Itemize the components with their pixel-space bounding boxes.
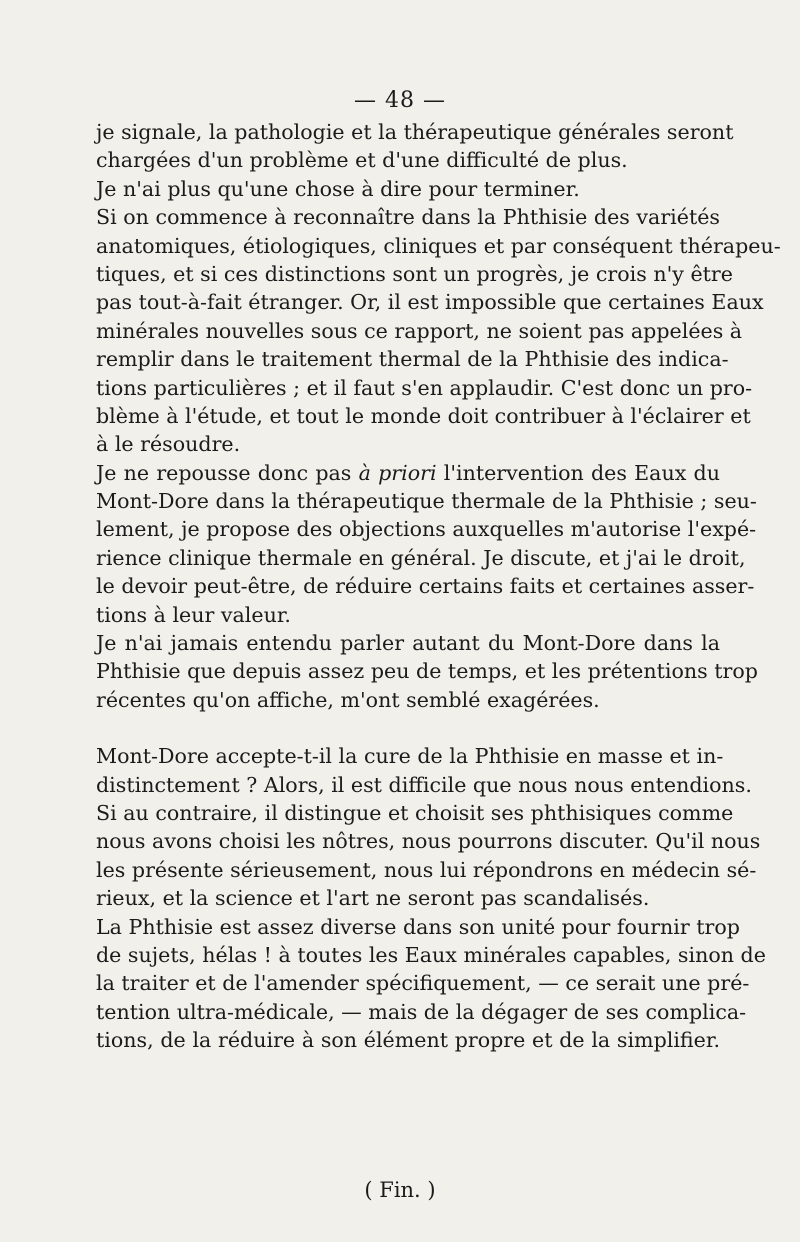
text-line: tention ultra-médicale, — mais de la dégager de ses complica- xyxy=(96,999,747,1024)
closing-fin: ( Fin. ) xyxy=(364,1178,436,1202)
text-line: rieux, et la science et l'art ne seront pas scandalisés. xyxy=(96,886,650,911)
page-number: — 48 — xyxy=(354,88,446,113)
text-line: Si on commence à reconnaître dans la Phthisie des variétés xyxy=(96,205,720,230)
text-line: Phthisie que depuis assez peu de temps, et les prétentions trop xyxy=(96,659,758,684)
text-line: Mont-Dore dans la thérapeutique thermale de la Phthisie ; seu- xyxy=(96,489,757,514)
text-line: je signale, la pathologie et la thérapeutique générales seront xyxy=(96,120,734,144)
text-line: les présente sérieusement, nous lui répondrons en médecin sé- xyxy=(96,857,757,882)
paragraph-gap xyxy=(96,714,720,742)
text-line: tiques, et si ces distinctions sont un progrès, je crois n'y être xyxy=(96,261,733,286)
text-line: La Phthisie est assez diverse dans son unité pour fournir trop xyxy=(96,914,740,939)
text-line: distinctement ? Alors, il est difficile que nous nous entendions. xyxy=(96,772,752,797)
text-line: remplir dans le traitement thermal de la Phthisie des indica- xyxy=(96,347,729,372)
text-line: de sujets, hélas ! à toutes les Eaux minérales capables, sinon de xyxy=(96,942,766,967)
text-line: Si au contraire, il distingue et choisit ses phthisiques comme xyxy=(96,800,734,825)
text-line: nous avons choisi les nôtres, nous pourrons discuter. Qu'il nous xyxy=(96,829,761,854)
text-line: minérales nouvelles sous ce rapport, ne soient pas appelées à xyxy=(96,318,743,343)
text-line: Je n'ai jamais entendu parler autant du Mont-Dore dans la xyxy=(96,631,720,656)
italic-phrase: à priori xyxy=(358,460,437,485)
text-line: Je n'ai plus qu'une chose à dire pour terminer. xyxy=(96,176,580,201)
body-text xyxy=(96,118,781,1055)
text-line: lement, je propose des objections auxquelles m'autorise l'expé- xyxy=(96,517,757,542)
text-line: tions particulières ; et il faut s'en applaudir. C'est donc un pro- xyxy=(96,375,753,400)
text-line-with-italic: Je ne repousse donc pas à priori l'intervention des Eaux du xyxy=(96,460,720,485)
text-line: rience clinique thermale en général. Je discute, et j'ai le droit, xyxy=(96,545,746,570)
text-line: la traiter et de l'amender spécifiquement, — ce serait une pré- xyxy=(96,971,750,996)
text-line: à le résoudre. xyxy=(96,432,241,457)
text-line: blème à l'étude, et tout le monde doit contribuer à l'éclairer et xyxy=(96,403,751,428)
text-line: tions, de la réduire à son élément propre et de la simplifier. xyxy=(96,1028,720,1053)
text-line: Mont-Dore accepte-t-il la cure de la Phthisie en masse et in- xyxy=(96,744,724,769)
text-line: récentes qu'on affiche, m'ont semblé exagérées. xyxy=(96,687,600,712)
text-line: le devoir peut-être, de réduire certains faits et certaines asser- xyxy=(96,574,755,599)
text-line: tions à leur valeur. xyxy=(96,602,291,627)
text-line: pas tout-à-fait étranger. Or, il est impossible que certaines Eaux xyxy=(96,290,764,315)
text-line: chargées d'un problème et d'une difficulté de plus. xyxy=(96,148,628,173)
text-line: anatomiques, étiologiques, cliniques et par conséquent thérapeu- xyxy=(96,233,781,258)
